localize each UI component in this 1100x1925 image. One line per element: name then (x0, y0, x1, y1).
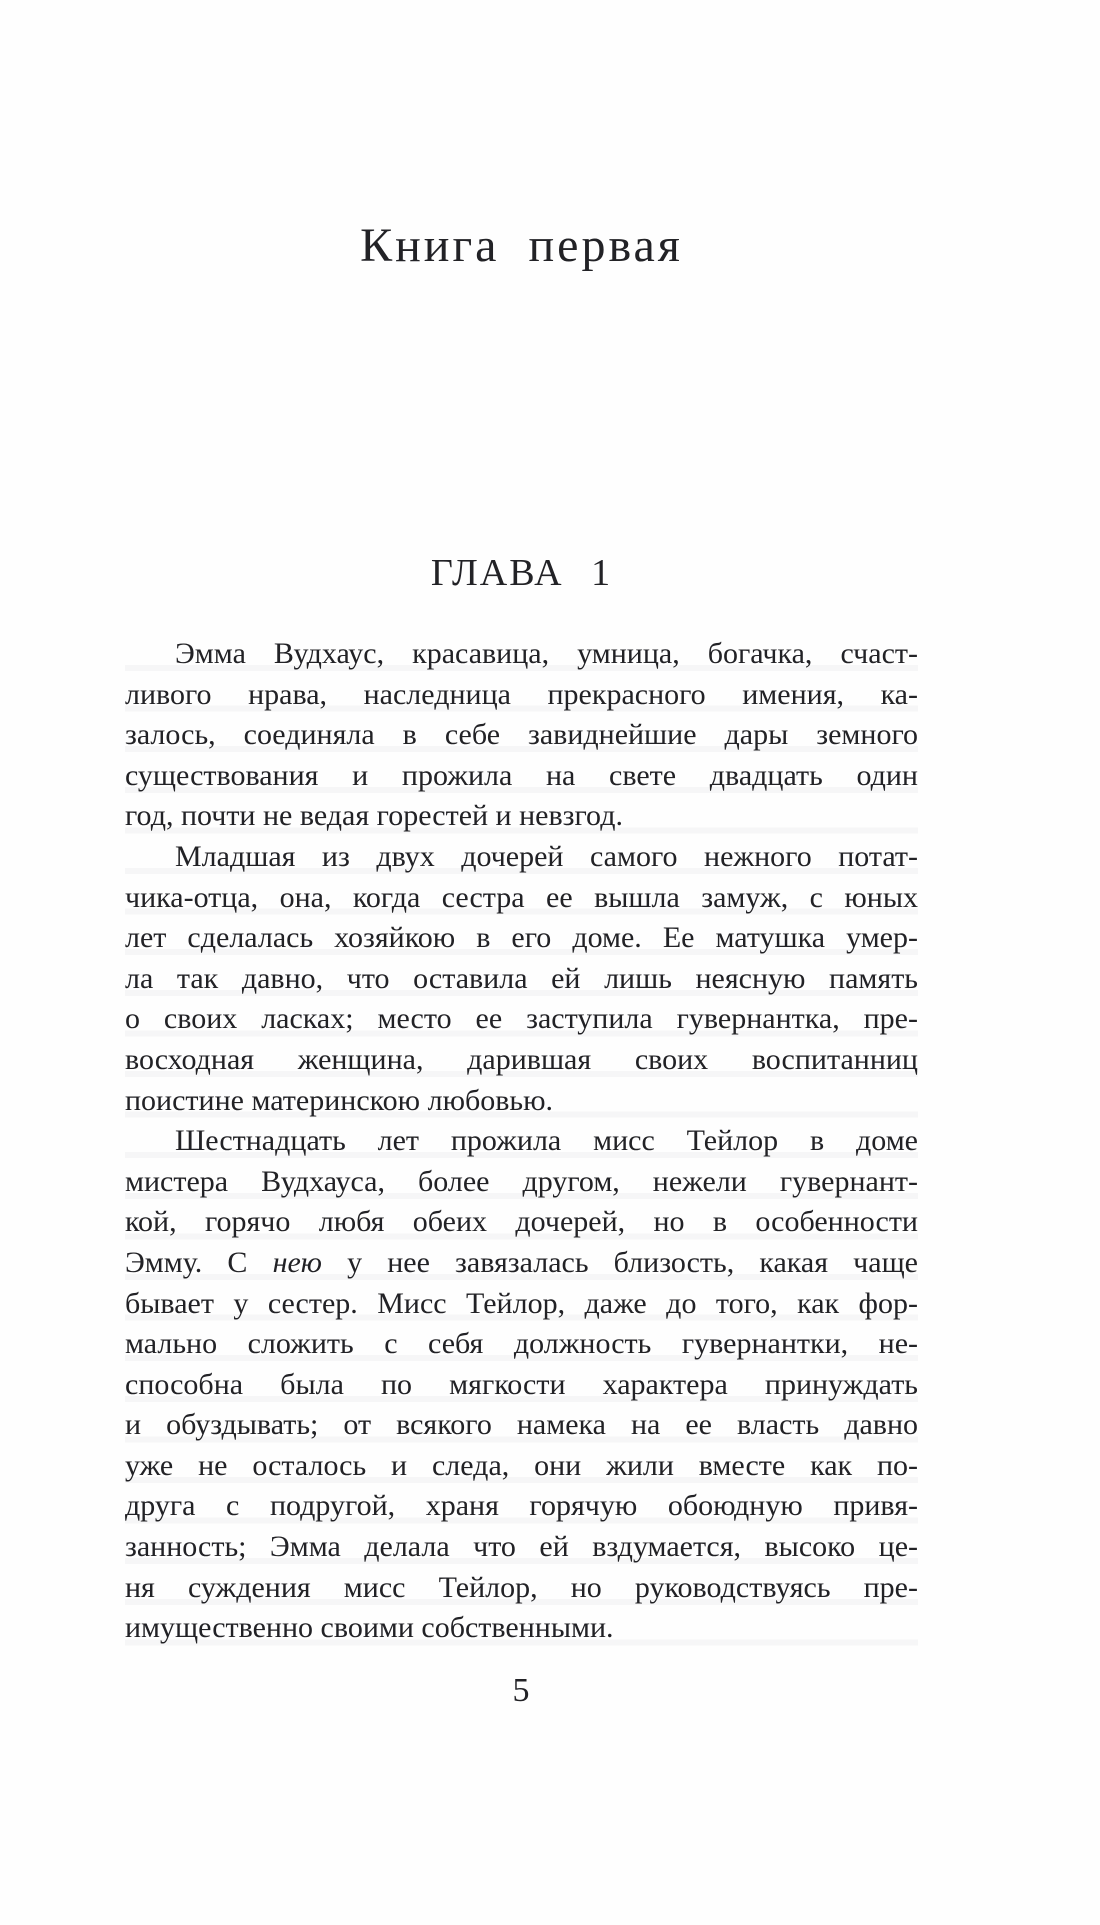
text-line: Эмму. С нею у нее завязалась близость, какая чаще (125, 1245, 918, 1279)
text-line: занность; Эмма делала что ей вздумается, высоко це- (125, 1530, 918, 1564)
text-line: о своих ласках; место ее заступила гувернантка, пре- (125, 1002, 918, 1036)
text-line: Шестнадцать лет прожила мисс Тейлор в доме (175, 1124, 918, 1158)
text-line: ня суждения мисс Тейлор, но руководствуясь пре- (125, 1570, 918, 1604)
text-line: год, почти не ведая горестей и невзгод. (125, 799, 623, 833)
text-line: чика-отца, она, когда сестра ее вышла замуж, с юных (125, 880, 918, 914)
text-line: ливого нрава, наследница прекрасного имения, ка- (125, 677, 918, 711)
chapter-heading: ГЛАВА 1 (430, 552, 613, 594)
chapter-text (125, 634, 918, 1649)
text-line: и обуздывать; от всякого намека на ее власть давно (125, 1408, 918, 1442)
text-line: ла так давно, что оставила ей лишь неясную память (125, 961, 918, 995)
text-line: способна была по мягкости характера принуждать (125, 1367, 918, 1401)
text-line: мистера Вудхауса, более другом, нежели гувернант- (125, 1164, 918, 1198)
text-line: существования и прожила на свете двадцать один (125, 758, 918, 792)
text-line: друга с подругой, храня горячую обоюдную привя- (125, 1489, 918, 1523)
text-line: мально сложить с себя должность гувернантки, не- (125, 1327, 918, 1361)
text-line: восходная женщина, дарившая своих воспитанниц (125, 1042, 918, 1076)
text-line: бывает у сестер. Мисс Тейлор, даже до того, как фор- (125, 1286, 918, 1320)
text-line: имущественно своими собственными. (125, 1611, 614, 1645)
text-line: кой, горячо любя обеих дочерей, но в особенности (125, 1205, 918, 1239)
text-line: лет сделалась хозяйкою в его доме. Ее матушка умер- (125, 921, 918, 955)
page-number: 5 (512, 1672, 531, 1709)
text-line: уже не осталось и следа, они жили вместе как по- (125, 1448, 918, 1482)
text-line: поистине материнскою любовью. (125, 1083, 553, 1117)
text-line: Младшая из двух дочерей самого нежного потат- (175, 839, 918, 873)
text-line: залось, соединяла в себе завиднейшие дары земного (125, 718, 918, 752)
text-line: Эмма Вудхаус, красавица, умница, богачка, счаст- (175, 637, 918, 670)
book-title: Книга первая (360, 219, 683, 272)
